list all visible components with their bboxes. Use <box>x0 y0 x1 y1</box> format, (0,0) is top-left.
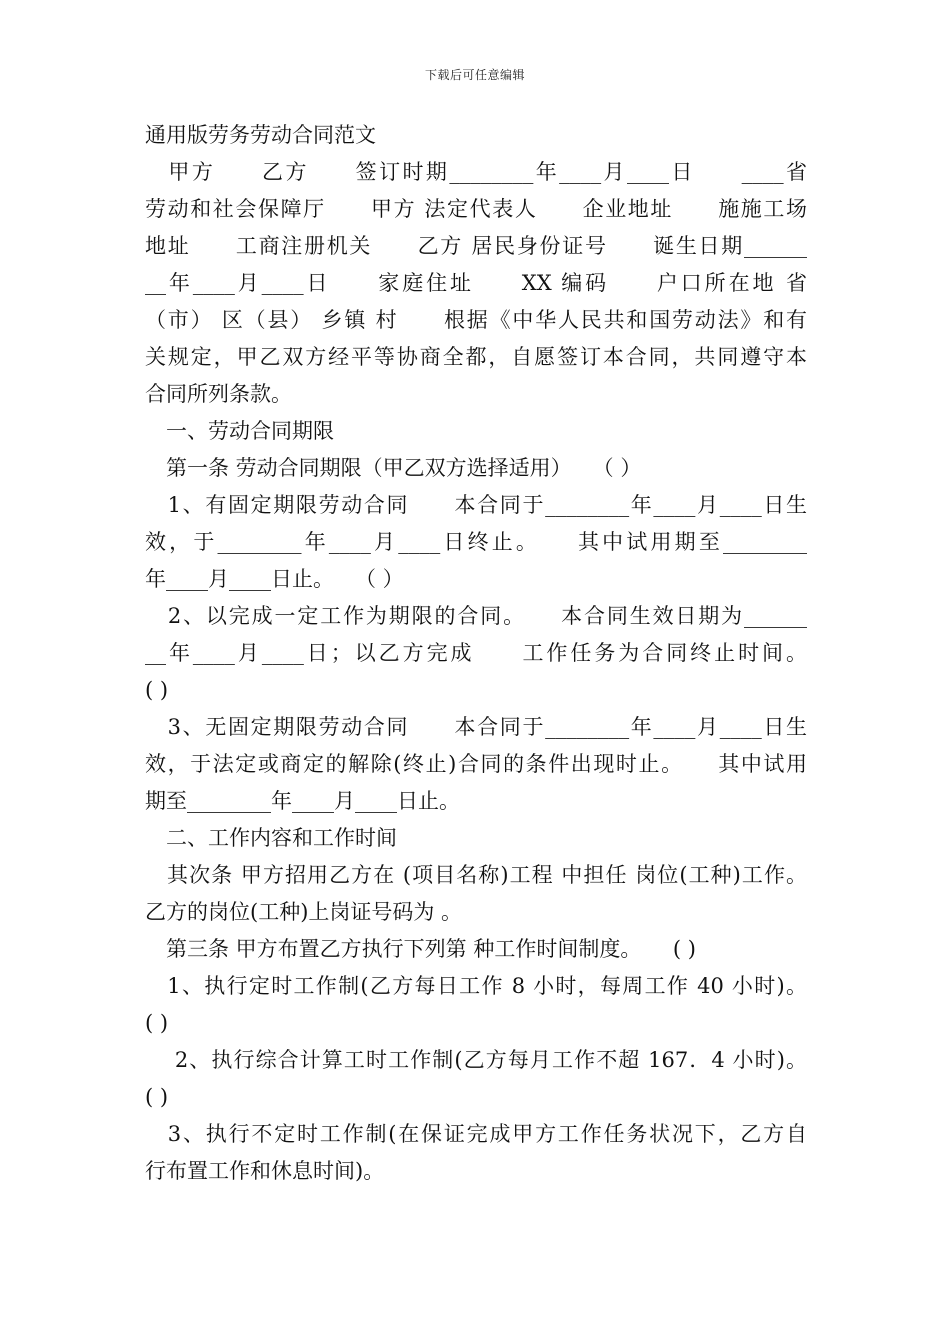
document-line: 3、执行不定时工作制(在保证完成甲方工作任务状况下，乙方自 <box>145 1122 807 1146</box>
document-line: 2、执行综合计算工时工作制(乙方每月工作不超 167．4 小时)。 <box>145 1048 807 1072</box>
document-line: 乙方的岗位(工种)上岗证号码为 。 <box>145 900 463 924</box>
section-heading: 一、劳动合同期限 <box>145 419 334 443</box>
document-line: 年____月____日止。 （ ） <box>145 567 404 591</box>
document-line: 效，于法定或商定的解除(终止)合同的条件出现时止。 其中试用 <box>145 752 807 776</box>
document-line: 1、执行定时工作制(乙方每日工作 8 小时，每周工作 40 小时)。 <box>145 974 807 998</box>
document-line: 期至________年____月____日止。 <box>145 789 460 813</box>
document-line: ( ) <box>145 1011 169 1035</box>
document-line: 2、以完成一定工作为期限的合同。 本合同生效日期为______ <box>145 604 807 628</box>
section-heading: 二、工作内容和工作时间 <box>145 826 397 850</box>
document-line: 劳动和社会保障厅 甲方 法定代表人 企业地址 施施工场 <box>145 197 807 221</box>
document-body <box>145 117 807 1190</box>
document-line: ( ) <box>145 678 169 702</box>
clause-heading: 第三条 甲方布置乙方执行下列第 种工作时间制度。 ( ) <box>145 937 696 961</box>
document-line: __年____月____日；以乙方完成 工作任务为合同终止时间。 <box>145 641 807 665</box>
document-line: 合同所列条款。 <box>145 382 292 406</box>
document-line: 甲方 乙方 签订时期________年____月____日 ____省 <box>145 160 807 184</box>
clause-heading: 其次条 甲方招用乙方在 (项目名称)工程 中担任 岗位(工种)工作。 <box>145 863 807 887</box>
document-line: 关规定，甲乙双方经平等协商全都，自愿签订本合同，共同遵守本 <box>145 345 807 369</box>
document-line: 效，于________年____月____日终止。 其中试用期至________ <box>145 530 807 554</box>
document-line: 1、有固定期限劳动合同 本合同于________年____月____日生 <box>145 493 807 517</box>
page-header-note: 下载后可任意编辑 <box>424 68 525 82</box>
document-line: ( ) <box>145 1085 169 1109</box>
document-line: 3、无固定期限劳动合同 本合同于________年____月____日生 <box>145 715 807 739</box>
document-title: 通用版劳务劳动合同范文 <box>145 123 376 147</box>
document-line: （市） 区（县） 乡镇 村 根据《中华人民共和国劳动法》和有 <box>145 308 807 332</box>
document-line: 地址 工商注册机关 乙方 居民身份证号 诞生日期______ <box>145 234 807 258</box>
clause-heading: 第一条 劳动合同期限（甲乙双方选择适用） （ ） <box>145 456 642 480</box>
document-line: __年____月____日 家庭住址 XX 编码 户口所在地 省 <box>145 271 807 295</box>
document-line: 行布置工作和休息时间)。 <box>145 1159 385 1183</box>
